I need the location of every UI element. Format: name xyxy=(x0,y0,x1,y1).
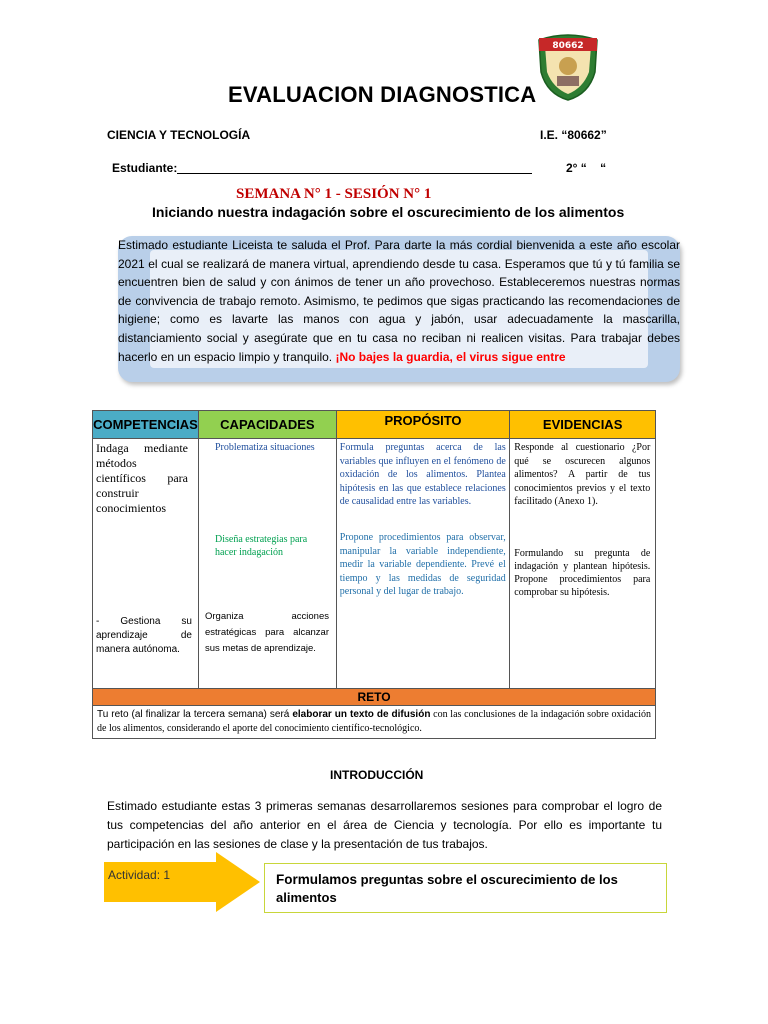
table-row xyxy=(93,439,656,689)
welcome-message xyxy=(118,236,680,366)
activity-title-part1: Formulamos xyxy=(276,872,358,887)
intro-title: INTRODUCCIÓN xyxy=(330,768,424,782)
proposito-2: Propone procedimientos para observar, manipular la variable independiente, medir la variable dependiente. Prevé el tiempo y las medidas de seguridad personal y del lugar de trabajo. xyxy=(339,532,506,597)
reto-bold: elaborar un texto de difusión xyxy=(292,709,431,720)
evidencia-2: Formulando su pregunta de indagación y plantean hipótesis. Propone procedimientos para comprobar su hipótesis. xyxy=(514,548,651,598)
crest-number-text: 80662 xyxy=(552,41,584,51)
proposito-cell xyxy=(336,439,510,689)
capacidad-2: Diseña estrategias para hacer indagación xyxy=(214,534,308,558)
header-competencias: COMPETENCIAS xyxy=(93,411,199,439)
reto-prefix: Tu reto (al finalizar la tercera semana) será xyxy=(97,709,293,720)
page-title: EVALUACION DIAGNOSTICA xyxy=(228,82,537,107)
school-label: I.E. “80662” xyxy=(540,128,607,142)
student-label: Estudiante: xyxy=(112,161,178,175)
capacidad-3: Organiza acciones estratégicas para alcanzar sus metas de aprendizaje. xyxy=(204,611,329,654)
evidencia-1: Responde al cuestionario ¿Por qué se oscurecen algunos alimentos? A partir de tus conocimientos previos y el texto facilitado (Anexo 1). xyxy=(514,442,651,507)
activity-title xyxy=(276,871,656,907)
grade-label: 2° “ “ xyxy=(566,161,607,175)
activity-title-part2: preguntas sobre el oscurecimiento de los alimentos xyxy=(276,872,618,905)
competencia-2: - Gestiona su aprendizaje de manera autónoma. xyxy=(96,616,192,655)
session-title: Iniciando nuestra indagación sobre el oscurecimiento de los alimentos xyxy=(152,204,625,220)
student-name-line[interactable] xyxy=(177,173,532,174)
school-crest-logo xyxy=(533,32,603,102)
header-capacidades: CAPACIDADES xyxy=(198,411,336,439)
competencias-cell xyxy=(93,439,199,689)
welcome-text: Estimado estudiante Liceista te saluda el Prof. Para darte la más cordial bienvenida a este año escolar 2021 el cual se realizará de manera virtual, aprendiendo desde tu casa. Esperamos que tú y tú familia se encuentren bien de salud y con ánimos de tener un año provechoso. Estableceremos nuestras normas de convivencia de trabajo remoto. Asimismo, te pedimos que sigas practicando las recomendaciones de higiene; como es lavarte las manos con agua y jabón, usar adecuadamente la mascarilla, distanciamiento social y asegúrate que en tu casa no reciban ni realicen visitas. Para trabajar debes hacerlo en un espacio limpio y tranquilo. xyxy=(118,238,680,364)
subject-label: CIENCIA Y TECNOLOGÍA xyxy=(107,128,251,142)
reto-suffix: con las conclusiones de la indagación sobre oxidación de los alimentos, considerando el aporte del conocimiento científico-tecnológico. xyxy=(97,709,651,734)
evidencias-cell xyxy=(510,439,656,689)
reto-row xyxy=(93,706,656,739)
reto-header: RETO xyxy=(93,689,656,706)
intro-text: Estimado estudiante estas 3 primeras semanas desarrollaremos sesiones para comprobar el logro de tus competencias del año anterior en el área de Ciencia y tecnología. Por ello es importante tu participación en las sesiones de clase y la presentación de tus trabajos. xyxy=(107,799,662,851)
proposito-1: Formula preguntas acerca de las variables que influyen en el fenómeno de oxidación de los alimentos. Plantea hipótesis en las que establece relaciones de causalidad entre las variables. xyxy=(339,442,506,507)
reto-text xyxy=(93,706,656,739)
competencies-table xyxy=(92,410,656,739)
activity-arrow-shape xyxy=(104,852,262,912)
welcome-warning: ¡No bajes la guardia, el virus sigue entre xyxy=(335,349,566,364)
header-evidencias: EVIDENCIAS xyxy=(510,411,656,439)
reto-header-row xyxy=(93,689,656,706)
header-proposito: PROPÓSITO xyxy=(336,411,510,439)
competencia-1: Indaga mediante métodos científicos para construir conocimientos xyxy=(96,441,188,515)
activity-label: Actividad: 1 xyxy=(108,868,171,882)
capacidades-cell xyxy=(198,439,336,689)
table-header-row xyxy=(93,411,656,439)
week-session-heading: SEMANA N° 1 - SESIÓN N° 1 xyxy=(236,186,432,202)
capacidad-1: Problematiza situaciones xyxy=(214,442,315,453)
